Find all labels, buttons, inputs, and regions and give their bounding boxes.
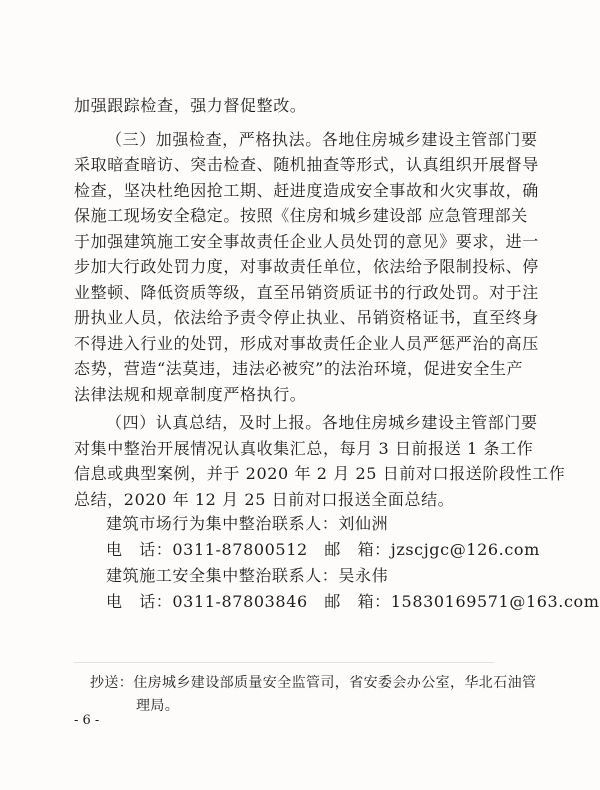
contact-title: 建筑施工安全集中整治联系人：吴永伟 — [106, 566, 389, 585]
cc-line: 理局。 — [136, 698, 180, 714]
page-number: - 6 - — [74, 713, 100, 728]
body-line: 步加大行政处罚力度，对事故责任单位，依法给予限制投标、停 — [74, 257, 539, 276]
body-line: 态势，营造“法莫违，违法必被究”的法治环境，促进安全生产 — [74, 359, 524, 378]
section-four-heading-line: （四）认真总结，及时上报。各地住房城乡建设主管部门要 — [106, 413, 538, 432]
body-line: 于加强建筑施工安全事故责任企业人员处罚的意见》要求，进一 — [74, 232, 539, 251]
body-line: 信息或典型案例，并于 2020 年 2 月 25 日前对口报送阶段性工作 — [74, 464, 566, 483]
body-line: 加强跟踪检查，强力督促整改。 — [74, 96, 307, 115]
body-line: 法律法规和规章制度严格执行。 — [74, 385, 307, 404]
contact-title: 建筑市场行为集中整治联系人：刘仙洲 — [106, 514, 389, 533]
contact-phone-email: 电 话：0311-87803846 邮 箱：15830169571@163.com — [106, 592, 600, 611]
body-line: 保施工现场安全稳定。按照《住房和城乡建设部 应急管理部关 — [74, 206, 528, 225]
body-line: 检查，坚决杜绝因抢工期、赶进度造成安全事故和火灾事故，确 — [74, 181, 539, 200]
contact-phone-email: 电 话：0311-87800512 邮 箱：jzscjgc@126.com — [106, 540, 540, 559]
cc-line: 抄送：住房城乡建设部质量安全监管司，省安委会办公室，华北石油管 — [90, 675, 537, 691]
body-line: 不得进入行业的处罚，形成对事故责任企业人员严惩严治的高压 — [74, 334, 539, 353]
body-line: 对集中整治开展情况认真收集汇总，每月 3 日前报送 1 条工作 — [74, 439, 534, 458]
body-line: 总结，2020 年 12 月 25 日前对口报送全面总结。 — [74, 490, 455, 509]
body-line: 业整顿、降低资质等级，直至吊销资质证书的行政处罚。对于注 — [74, 283, 539, 302]
cc-divider-top — [74, 662, 494, 663]
section-three-heading-line: （三）加强检查，严格执法。各地住房城乡建设主管部门要 — [106, 130, 538, 149]
body-line: 采取暗查暗访、突击检查、随机抽查等形式，认真组织开展督导 — [74, 155, 539, 174]
body-line: 册执业人员，依法给予责令停止执业、吊销资格证书，直至终身 — [74, 308, 539, 327]
